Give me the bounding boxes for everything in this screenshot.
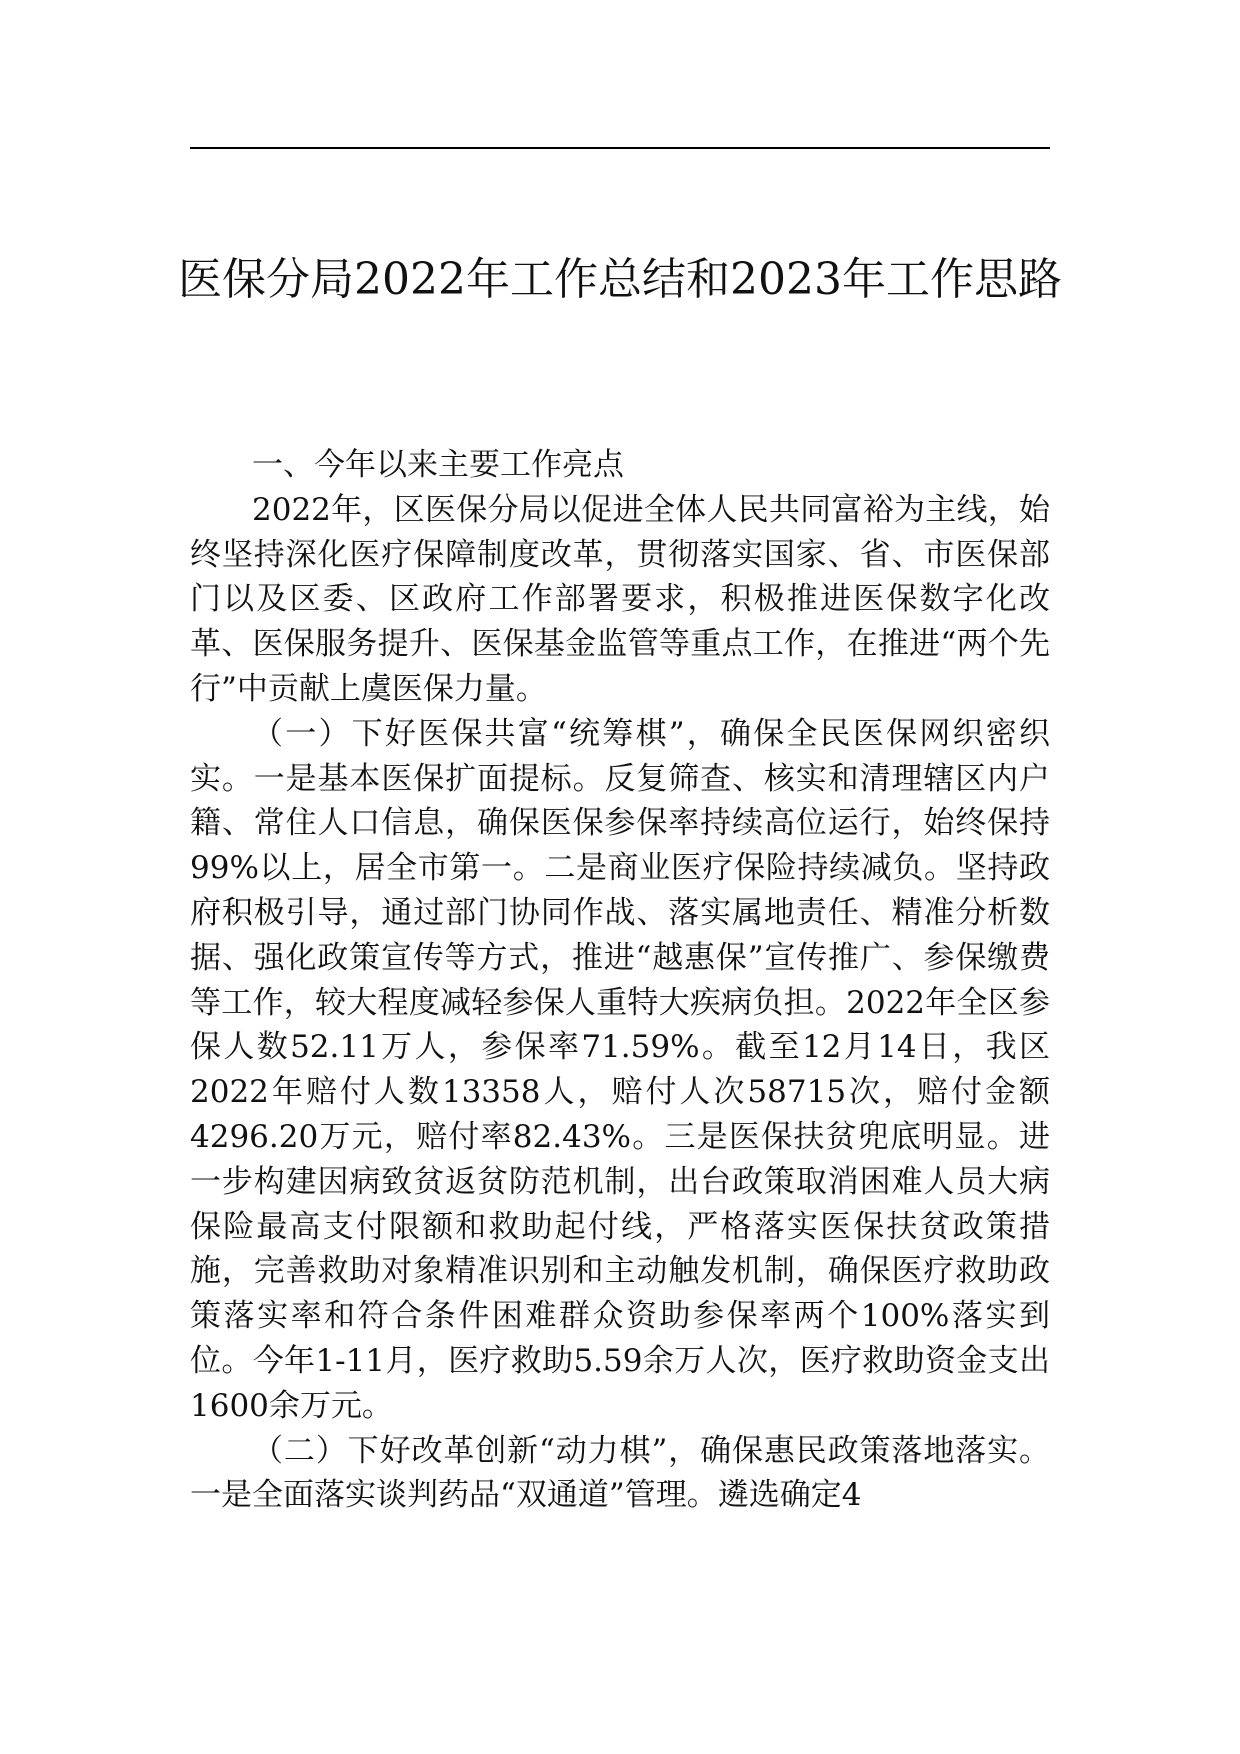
body-paragraph: 2022年，区医保分局以促进全体人民共同富裕为主线，始终坚持深化医疗保障制度改革，贯彻落实国家、省、市医保部门以及区委、区政府工作部署要求，积极推进医保数字化改革、医保服务提升、医保基金监管等重点工作，在推进“两个先行”中贡献上虞医保力量。 — [190, 491, 1050, 707]
body-paragraph: （二）下好改革创新“动力棋”，确保惠民政策落地落实。一是全面落实谈判药品“双通道”管理。遴选确定4 — [190, 1432, 1050, 1514]
document-title: 医保分局2022年工作总结和2023年工作思路 — [178, 254, 1062, 305]
section-heading: 一、今年以来主要工作亮点 — [252, 447, 624, 483]
body-paragraph: （一）下好医保共富“统筹棋”，确保全民医保网织密织实。一是基本医保扩面提标。反复筛查、核实和清理辖区内户籍、常住人口信息，确保医保参保率持续高位运行，始终保持99%以上，居全市第一。二是商业医疗保险持续减负。坚持政府积极引导，通过部门协同作战、落实属地责任、精准分析数据、强化政策宣传等方式，推进“越惠保”宣传推广、参保缴费等工作，较大程度减轻参保人重特大疾病负担。2022年全区参保人数52.11万人，参保率71.59%。截至12月14日，我区2022年赔付人数13358人，赔付人次58715次，赔付金额4296.20万元，赔付率82.43%。三是医保扶贫兜底明显。进一步构建因病致贫返贫防范机制，出台政策取消困难人员大病保险最高支付限额和救助起付线，严格落实医保扶贫政策措施，完善救助对象精准识别和主动触发机制，确保医疗救助政策落实率和符合条件困难群众资助参保率两个100%落实到位。今年1-11月，医疗救助5.59余万人次，医疗救助资金支出1600余万元。 — [190, 715, 1050, 1424]
document-body — [190, 443, 1050, 1518]
header-rule — [190, 147, 1050, 149]
